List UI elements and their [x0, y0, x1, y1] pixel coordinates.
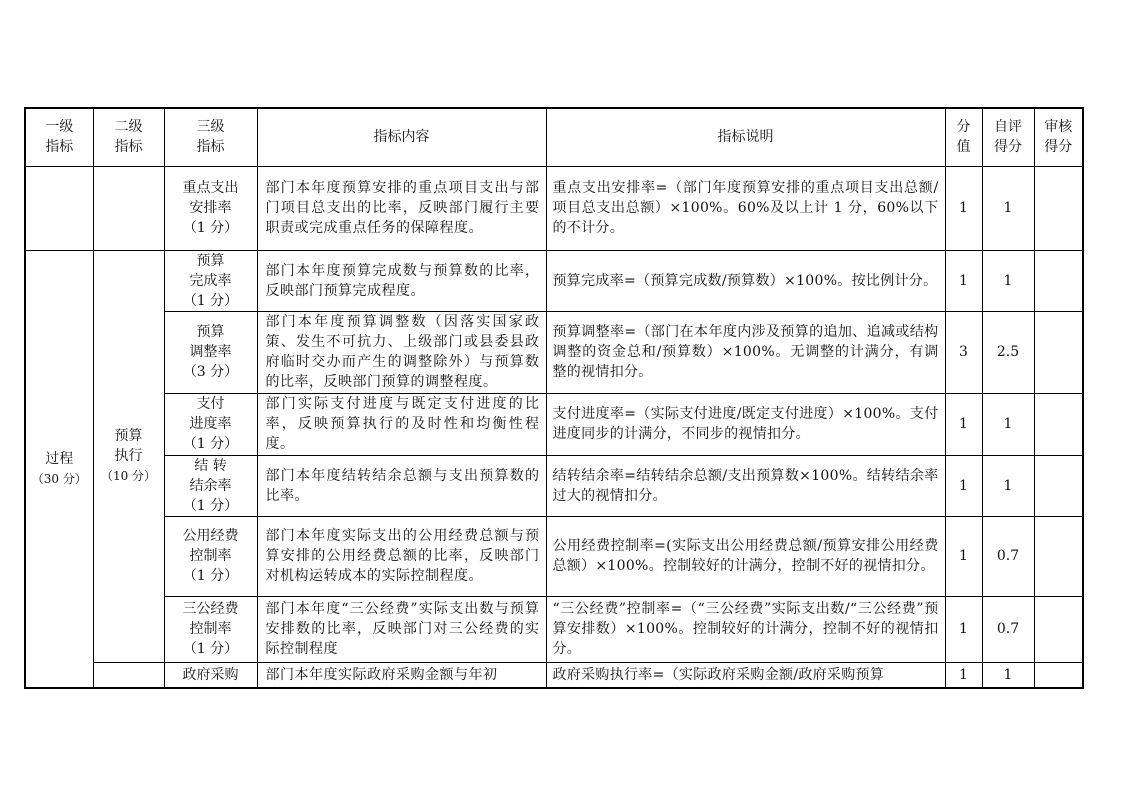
content-cell: 部门本年度实际支出的公用经费总额与预算安排的公用经费总额的比率，反映部门对机构运转成本的实际控制程度。	[257, 516, 546, 596]
audit-score-cell	[1034, 250, 1083, 311]
header-content: 指标内容	[257, 108, 546, 166]
table-row	[25, 455, 1083, 516]
level3-cell: 预算 完成率 （1 分）	[164, 250, 257, 311]
explanation-cell: 重点支出安排率=（部门年度预算安排的重点项目支出总额/项目总支出总额）×100%。60%及以上计 1 分，60%以下的不计分。	[546, 166, 945, 250]
explanation-cell: 结转结余率=结转结余总额/支出预算数×100%。结转结余率过大的视情扣分。	[546, 455, 945, 516]
level1-group-process: 过程 （30 分）	[25, 250, 93, 688]
audit-score-cell	[1034, 596, 1083, 662]
explanation-cell: 公用经费控制率=(实际支出公用经费总额/预算安排公用经费总额）×100%。控制较好的计满分，控制不好的视情扣分。	[546, 516, 945, 596]
score-cell: 3	[945, 311, 982, 393]
explanation-cell: “三公经费”控制率=（“三公经费”实际支出数/“三公经费”预算安排数）×100%。控制较好的计满分，控制不好的视情扣分。	[546, 596, 945, 662]
score-cell: 1	[945, 596, 982, 662]
content-cell: 部门本年度“三公经费”实际支出数与预算安排数的比率，反映部门对三公经费的实际控制程度	[257, 596, 546, 662]
audit-score-cell	[1034, 311, 1083, 393]
header-explanation: 指标说明	[546, 108, 945, 166]
table-row	[25, 393, 1083, 455]
header-level3: 三级 指标	[164, 108, 257, 166]
explanation-cell: 政府采购执行率=（实际政府采购金额/政府采购预算	[546, 662, 945, 688]
content-cell: 部门本年度预算安排的重点项目支出与部门项目总支出的比率，反映部门履行主要职责或完成重点任务的保障程度。	[257, 166, 546, 250]
level1-cell	[25, 166, 93, 250]
audit-score-cell	[1034, 455, 1083, 516]
header-level1: 一级 指标	[25, 108, 93, 166]
table-row	[25, 311, 1083, 393]
self-score-cell: 2.5	[982, 311, 1034, 393]
content-cell: 部门本年度结转结余总额与支出预算数的比率。	[257, 455, 546, 516]
level2-group-budget-exec: 预算 执行 （10 分）	[93, 250, 164, 662]
score-cell: 1	[945, 516, 982, 596]
level2-cell	[93, 662, 164, 688]
header-level2: 二级 指标	[93, 108, 164, 166]
audit-score-cell	[1034, 393, 1083, 455]
content-cell: 部门本年度预算调整数（因落实国家政策、发生不可抗力、上级部门或县委县政府临时交办而产生的调整除外）与预算数的比率，反映部门预算的调整程度。	[257, 311, 546, 393]
audit-score-cell	[1034, 166, 1083, 250]
level3-cell: 预算 调整率 （3 分）	[164, 311, 257, 393]
explanation-cell: 支付进度率=（实际支付进度/既定支付进度）×100%。支付进度同步的计满分，不同步的视情扣分。	[546, 393, 945, 455]
self-score-cell: 0.7	[982, 516, 1034, 596]
self-score-cell: 0.7	[982, 596, 1034, 662]
self-score-cell: 1	[982, 250, 1034, 311]
explanation-cell: 预算完成率=（预算完成数/预算数）×100%。按比例计分。	[546, 250, 945, 311]
score-cell: 1	[945, 455, 982, 516]
header-score: 分 值	[945, 108, 982, 166]
header-self-score: 自评 得分	[982, 108, 1034, 166]
header-row	[25, 108, 1083, 166]
content-cell: 部门实际支付进度与既定支付进度的比率，反映预算执行的及时性和均衡性程度。	[257, 393, 546, 455]
content-cell: 部门本年度实际政府采购金额与年初	[257, 662, 546, 688]
score-cell: 1	[945, 662, 982, 688]
audit-score-cell	[1034, 516, 1083, 596]
table-row	[25, 166, 1083, 250]
self-score-cell: 1	[982, 393, 1034, 455]
level3-cell: 政府采购	[164, 662, 257, 688]
audit-score-cell	[1034, 662, 1083, 688]
score-cell: 1	[945, 393, 982, 455]
score-cell: 1	[945, 166, 982, 250]
self-score-cell: 1	[982, 662, 1034, 688]
self-score-cell: 1	[982, 166, 1034, 250]
level3-cell: 公用经费 控制率 （1 分）	[164, 516, 257, 596]
score-cell: 1	[945, 250, 982, 311]
content-cell: 部门本年度预算完成数与预算数的比率，反映部门预算完成程度。	[257, 250, 546, 311]
table-row	[25, 250, 1083, 311]
explanation-cell: 预算调整率=（部门在本年度内涉及预算的追加、追减或结构调整的资金总和/预算数）×100%。无调整的计满分，有调整的视情扣分。	[546, 311, 945, 393]
level2-cell	[93, 166, 164, 250]
level3-cell: 重点支出 安排率 （1 分）	[164, 166, 257, 250]
table-row	[25, 662, 1083, 688]
level3-cell: 三公经费 控制率 （1 分）	[164, 596, 257, 662]
table-row	[25, 596, 1083, 662]
evaluation-table	[24, 107, 1084, 689]
self-score-cell: 1	[982, 455, 1034, 516]
header-audit-score: 审核 得分	[1034, 108, 1083, 166]
table-row	[25, 516, 1083, 596]
level3-cell: 支付 进度率 （1 分）	[164, 393, 257, 455]
level3-cell: 结 转 结余率 （1 分）	[164, 455, 257, 516]
